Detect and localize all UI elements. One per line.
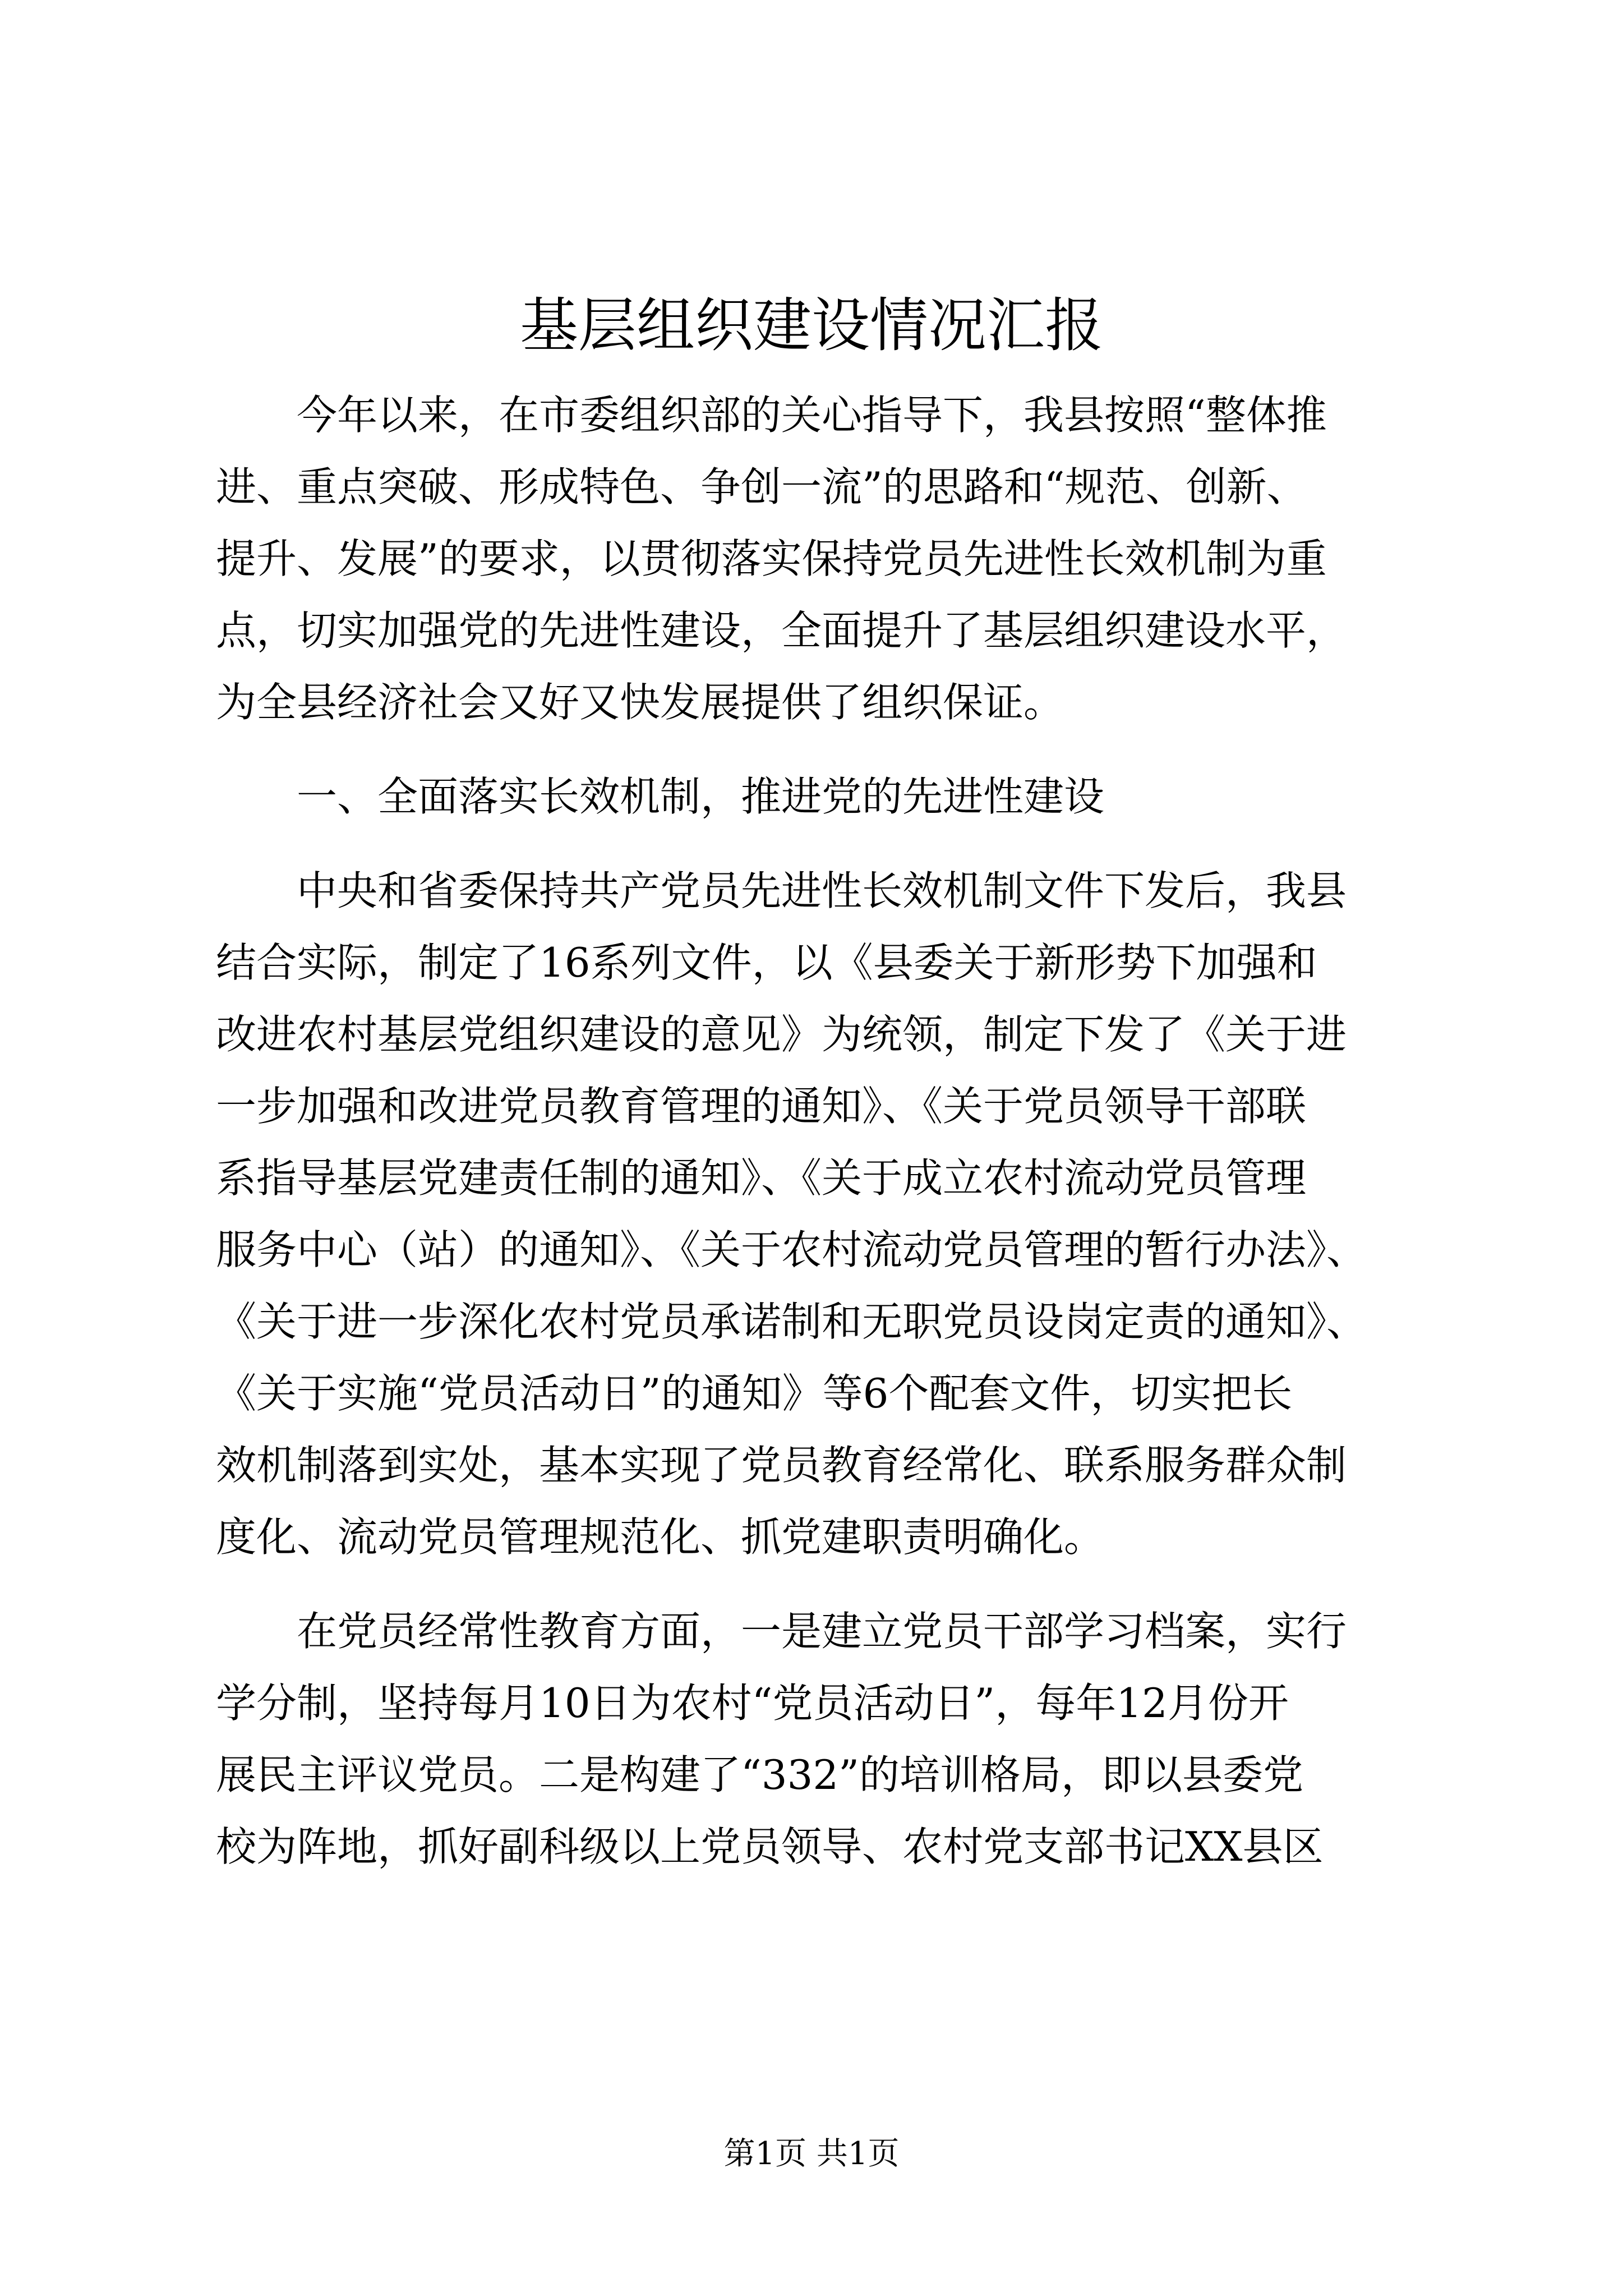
- text-line: 《关于进一步深化农村党员承诺制和无职党员设岗定责的通知》、: [216, 1298, 1367, 1345]
- text-line: 点，切实加强党的先进性建设，全面提升了基层组织建设水平，: [216, 607, 1347, 654]
- text-line: 学分制，坚持每月10日为农村“党员活动日”，每年12月份开: [216, 1680, 1289, 1727]
- page-footer: 第1页 共1页: [723, 2136, 900, 2172]
- text-line: 今年以来，在市委组织部的关心指导下，我县按照“整体推: [216, 392, 1327, 439]
- text-line: 一步加强和改进党员教育管理的通知》、《关于党员领导干部联: [216, 1083, 1307, 1130]
- text-line: 改进农村基层党组织建设的意见》为统领，制定下发了《关于进: [216, 1011, 1347, 1058]
- text-line: 系指导基层党建责任制的通知》、《关于成立农村流动党员管理: [216, 1154, 1307, 1202]
- section-heading: 一、全面落实长效机制，推进党的先进性建设: [216, 773, 1105, 820]
- text-line: 在党员经常性教育方面，一是建立党员干部学习档案，实行: [216, 1608, 1347, 1655]
- text-line: 提升、发展”的要求，以贯彻落实保持党员先进性长效机制为重: [216, 535, 1327, 582]
- text-line: 效机制落到实处，基本实现了党员教育经常化、联系服务群众制: [216, 1442, 1347, 1489]
- page-title: 基层组织建设情况汇报: [519, 291, 1103, 360]
- text-line: 《关于实施“党员活动日”的通知》等6个配套文件，切实把长: [216, 1370, 1293, 1417]
- text-line: 为全县经济社会又好又快发展提供了组织保证。: [216, 679, 1064, 726]
- text-line: 中央和省委保持共产党员先进性长效机制文件下发后，我县: [216, 867, 1347, 914]
- text-line: 进、重点突破、形成特色、争创一流”的思路和“规范、创新、: [216, 463, 1307, 510]
- text-line: 服务中心（站）的通知》、《关于农村流动党员管理的暂行办法》、: [216, 1226, 1367, 1273]
- text-line: 度化、流动党员管理规范化、抓党建职责明确化。: [216, 1513, 1105, 1561]
- text-line: 展民主评议党员。二是构建了“332”的培训格局，即以县委党: [216, 1751, 1304, 1798]
- text-line: 校为阵地，抓好副科级以上党员领导、农村党支部书记XX县区: [216, 1823, 1324, 1870]
- text-line: 结合实际，制定了16系列文件，以《县委关于新形势下加强和: [216, 939, 1317, 986]
